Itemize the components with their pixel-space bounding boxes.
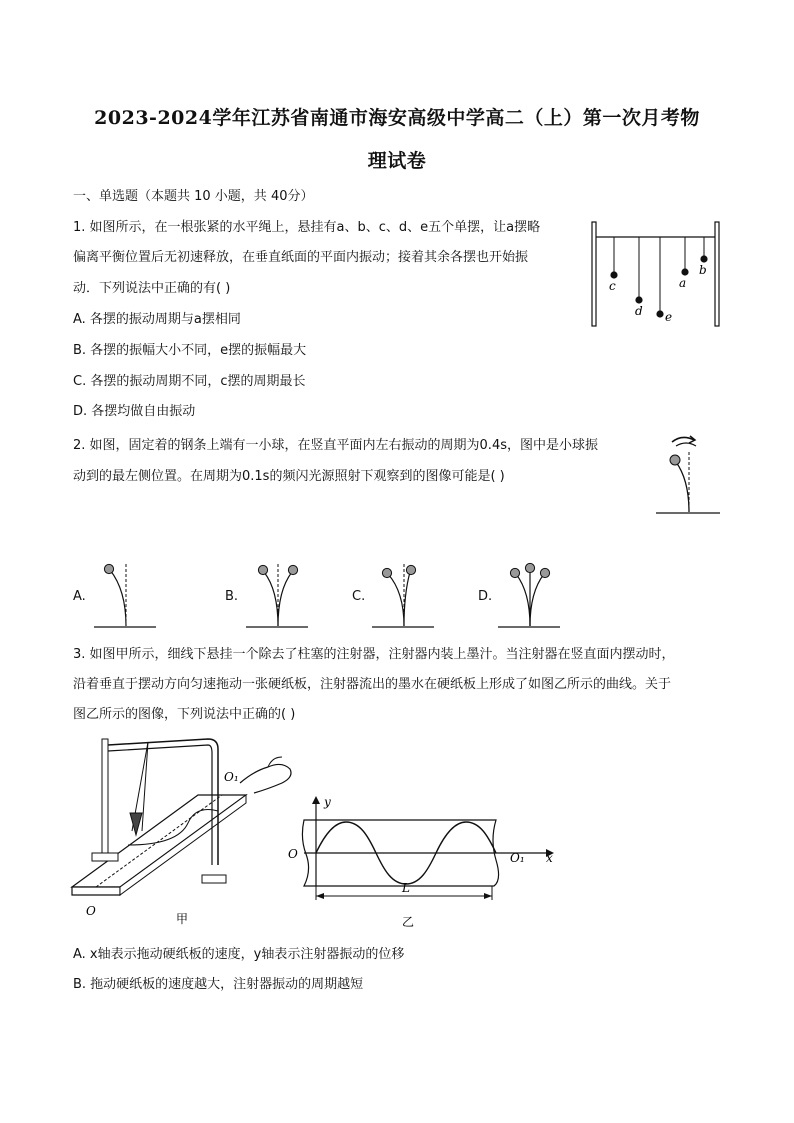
q3-figure-yi bbox=[284, 790, 560, 932]
q1-option-c[interactable]: C. 各摆的振动周期不同，c摆的周期最长 bbox=[73, 374, 306, 389]
q3-option-b[interactable]: B. 拖动硬纸板的速度越大，注射器振动的周期越短 bbox=[73, 977, 364, 992]
q1-text-line1: 1. 如图所示，在一根张紧的水平绳上，悬挂有a、b、c、d、e五个单摆，让a摆略 bbox=[73, 220, 541, 235]
jia-label-o1: O₁ bbox=[224, 770, 239, 784]
q2-option-d-figure[interactable] bbox=[494, 560, 564, 630]
q3-text-line2: 沿着垂直于摆动方向匀速拖动一张硬纸板，注射器流出的墨水在硬纸板上形成了如图乙所示的曲线。关于 bbox=[73, 677, 672, 692]
q2-option-b-figure[interactable] bbox=[242, 560, 312, 630]
section-heading: 一、单选题（本题共 10 小题，共 40分） bbox=[73, 189, 314, 204]
jia-label: 甲 bbox=[176, 912, 189, 926]
page-title-line1: 2023-2024学年江苏省南通市海安高级中学高二（上）第一次月考物 bbox=[94, 107, 700, 129]
q2-option-a-figure[interactable] bbox=[90, 560, 160, 630]
q2-option-b-label[interactable]: B. bbox=[225, 589, 239, 604]
label-c: c bbox=[609, 279, 616, 293]
yi-label-o1: O₁ bbox=[510, 851, 525, 865]
q3-text-line1: 3. 如图甲所示，细线下悬挂一个除去了柱塞的注射器，注射器内装上墨汁。当注射器在竖直面内摆动时， bbox=[73, 647, 675, 662]
q1-option-a[interactable]: A. 各摆的振动周期与a摆相同 bbox=[73, 312, 241, 327]
yi-label-o: O bbox=[288, 847, 298, 861]
q2-text-line1: 2. 如图，固定着的钢条上端有一小球，在竖直平面内左右振动的周期为0.4s，图中是小球振 bbox=[73, 438, 598, 453]
label-e: e bbox=[665, 310, 673, 324]
q2-option-d-label[interactable]: D. bbox=[478, 589, 493, 604]
q2-option-c-label[interactable]: C. bbox=[352, 589, 366, 604]
q1-option-b[interactable]: B. 各摆的振幅大小不同，e摆的振幅最大 bbox=[73, 343, 307, 358]
label-a: a bbox=[679, 276, 687, 290]
yi-label: 乙 bbox=[402, 915, 415, 929]
label-d: d bbox=[635, 304, 643, 318]
q1-text-line3: 动．下列说法中正确的有( ) bbox=[73, 281, 231, 296]
yi-label-x: x bbox=[546, 851, 553, 865]
q2-option-c-figure[interactable] bbox=[368, 560, 438, 630]
yi-label-l: L bbox=[402, 881, 410, 895]
q3-text-line3: 图乙所示的图像，下列说法中正确的( ) bbox=[73, 707, 296, 722]
q3-figure-jia bbox=[68, 735, 300, 933]
q1-text-line2: 偏离平衡位置后无初速释放，在垂直纸面的平面内振动；接着其余各摆也开始振 bbox=[73, 250, 529, 265]
jia-label-o: O bbox=[86, 904, 96, 918]
q2-option-a-label[interactable]: A. bbox=[73, 589, 86, 604]
q2-steel-strip-figure bbox=[652, 432, 724, 518]
q3-option-a[interactable]: A. x轴表示拖动硬纸板的速度，y轴表示注射器振动的位移 bbox=[73, 947, 405, 962]
page-title-line2: 理试卷 bbox=[367, 150, 427, 172]
label-b: b bbox=[699, 263, 707, 277]
q2-text-line2: 动到的最左侧位置。在周期为0.1s的频闪光源照射下观察到的图像可能是( ) bbox=[73, 469, 505, 484]
q1-option-d[interactable]: D. 各摆均做自由振动 bbox=[73, 404, 196, 419]
yi-label-y: y bbox=[324, 795, 331, 809]
q1-pendulum-figure bbox=[588, 218, 724, 330]
